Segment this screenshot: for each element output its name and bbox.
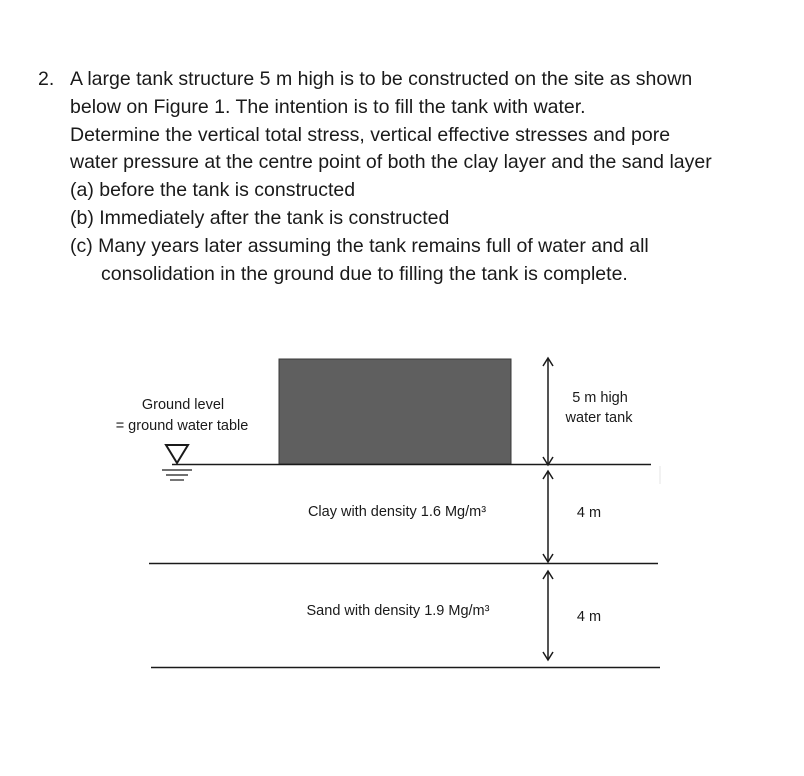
water-table-symbol bbox=[162, 445, 192, 480]
question-line-3: Determine the vertical total stress, vertical effective stresses and pore bbox=[70, 123, 671, 146]
ground-level-label: Ground level bbox=[141, 397, 225, 413]
tank-type-label: water tank bbox=[565, 410, 633, 426]
sand-layer-label: Sand with density 1.9 Mg/m³ bbox=[306, 603, 490, 619]
tank-height-label: 5 m high bbox=[572, 390, 628, 406]
question-number: 2. bbox=[38, 68, 55, 90]
water-tank bbox=[279, 359, 511, 464]
question-part-c: (c) Many years later assuming the tank remains full of water and all bbox=[70, 234, 649, 257]
question-line-4: water pressure at the centre point of both the clay layer and the sand layer bbox=[70, 151, 712, 174]
clay-layer-label: Clay with density 1.6 Mg/m³ bbox=[307, 504, 487, 520]
clay-thickness-label: 4 m bbox=[576, 505, 602, 521]
question-part-b: (b) Immediately after the tank is constructed bbox=[70, 207, 450, 229]
question-line-2: below on Figure 1. The intention is to fill the tank with water. bbox=[70, 95, 586, 118]
ground-water-table-label: = ground water table bbox=[115, 418, 249, 434]
question-part-c-continued: consolidation in the ground due to filling the tank is complete. bbox=[101, 262, 628, 285]
question-part-a: (a) before the tank is constructed bbox=[70, 179, 356, 202]
sand-thickness-label: 4 m bbox=[576, 609, 602, 625]
question-line-1: A large tank structure 5 m high is to be constructed on the site as shown bbox=[70, 68, 693, 90]
